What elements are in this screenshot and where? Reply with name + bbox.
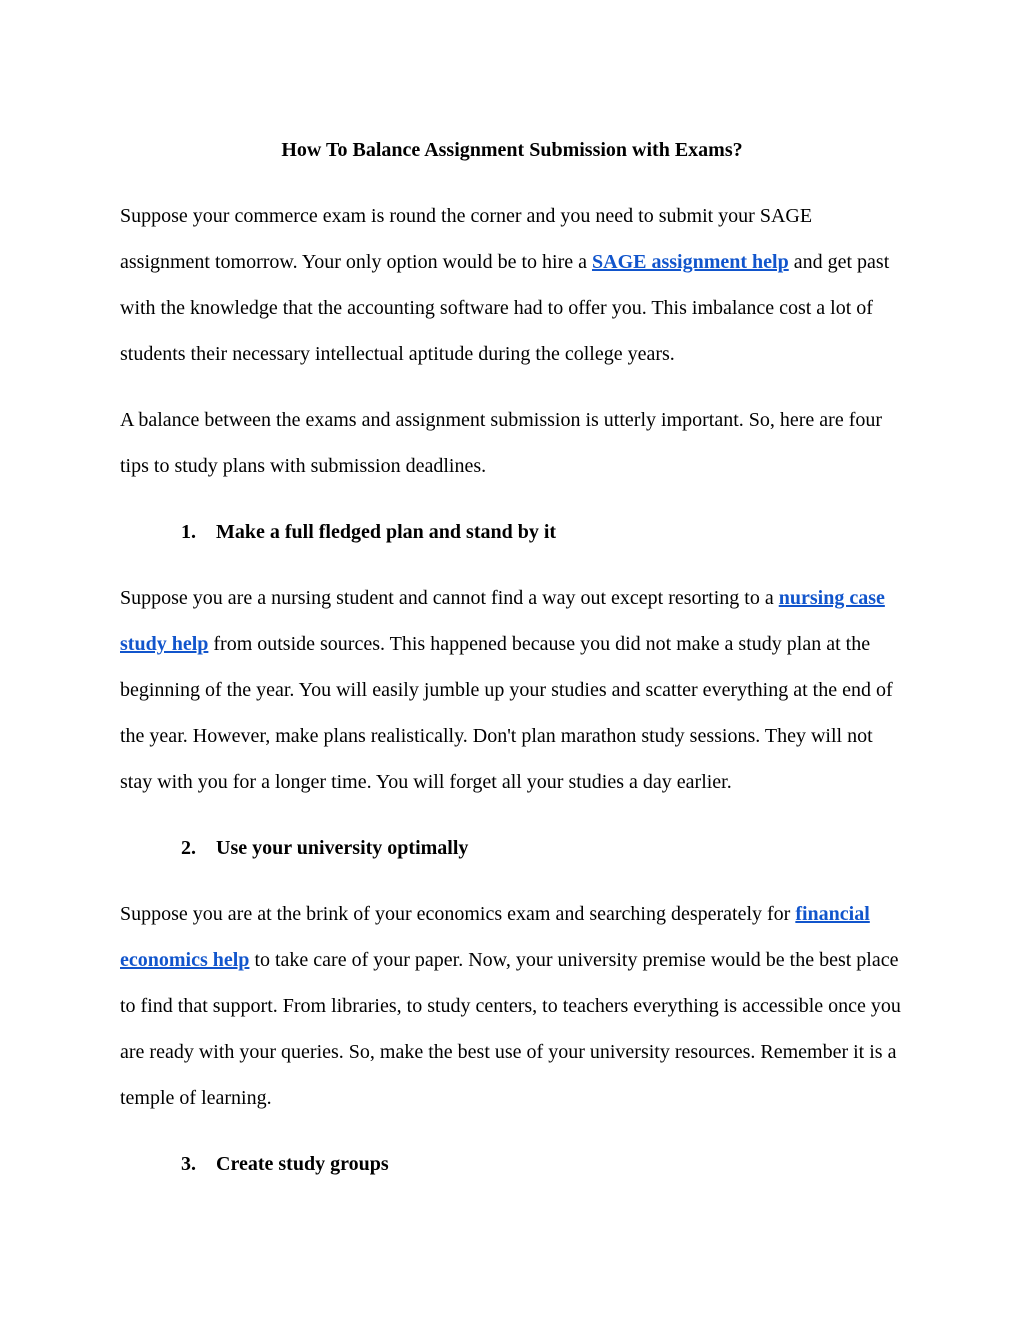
text-run: Suppose you are a nursing student and cannot find a way out except resorting to a <box>120 587 779 609</box>
hyperlink-sage-assignment-help[interactable]: SAGE assignment help <box>592 251 789 273</box>
text-run: from outside sources. This happened because you did not make a study plan at the beginning of the year. You will easily jumble up your studies and scatter everything at the end of the year. However, make plans realistically. Don't plan marathon study sessions. They will not stay with you for a longer time. You will forget all your studies a day earlier. <box>120 633 893 793</box>
hyperlink-financial-economics-help[interactable]: financial economics help <box>120 903 870 971</box>
heading-number: 2. <box>181 837 196 859</box>
paragraph <box>120 193 904 377</box>
paragraph <box>120 891 904 1121</box>
text-run: to take care of your paper. Now, your university premise would be the best place to find that support. From libraries, to study centers, to teachers everything is accessible once you are ready with your queries. So, make the best use of your university resources. Remember it is a temple of learning. <box>120 949 901 1109</box>
hyperlink-nursing-case-study-help[interactable]: nursing case study help <box>120 587 885 655</box>
document-body <box>120 193 904 1187</box>
heading-number: 3. <box>181 1153 196 1175</box>
section-heading-use-your-university-optimally <box>120 825 904 871</box>
text-run: Suppose your commerce exam is round the corner and you need to submit your SAGE assignment tomorrow. Your only option would be to hire a <box>120 205 813 273</box>
text-run: and get past with the knowledge that the accounting software had to offer you. This imbalance cost a lot of students their necessary intellectual aptitude during the college years. <box>120 251 890 365</box>
paragraph <box>120 397 904 489</box>
text-run: A balance between the exams and assignment submission is utterly important. So, here are four tips to study plans with submission deadlines. <box>120 409 883 477</box>
section-heading-make-a-full-fledged-plan-and-stand-by-it <box>120 509 904 555</box>
heading-text: Create study groups <box>216 1153 389 1175</box>
document-title: How To Balance Assignment Submission with Exams? <box>281 139 743 161</box>
document-content <box>120 127 904 1207</box>
section-heading-create-study-groups <box>120 1141 904 1187</box>
text-run: Suppose you are at the brink of your economics exam and searching desperately for <box>120 903 796 925</box>
heading-text: Use your university optimally <box>216 837 469 859</box>
heading-text: Make a full fledged plan and stand by it <box>216 521 557 543</box>
heading-number: 1. <box>181 521 196 543</box>
paragraph <box>120 575 904 805</box>
